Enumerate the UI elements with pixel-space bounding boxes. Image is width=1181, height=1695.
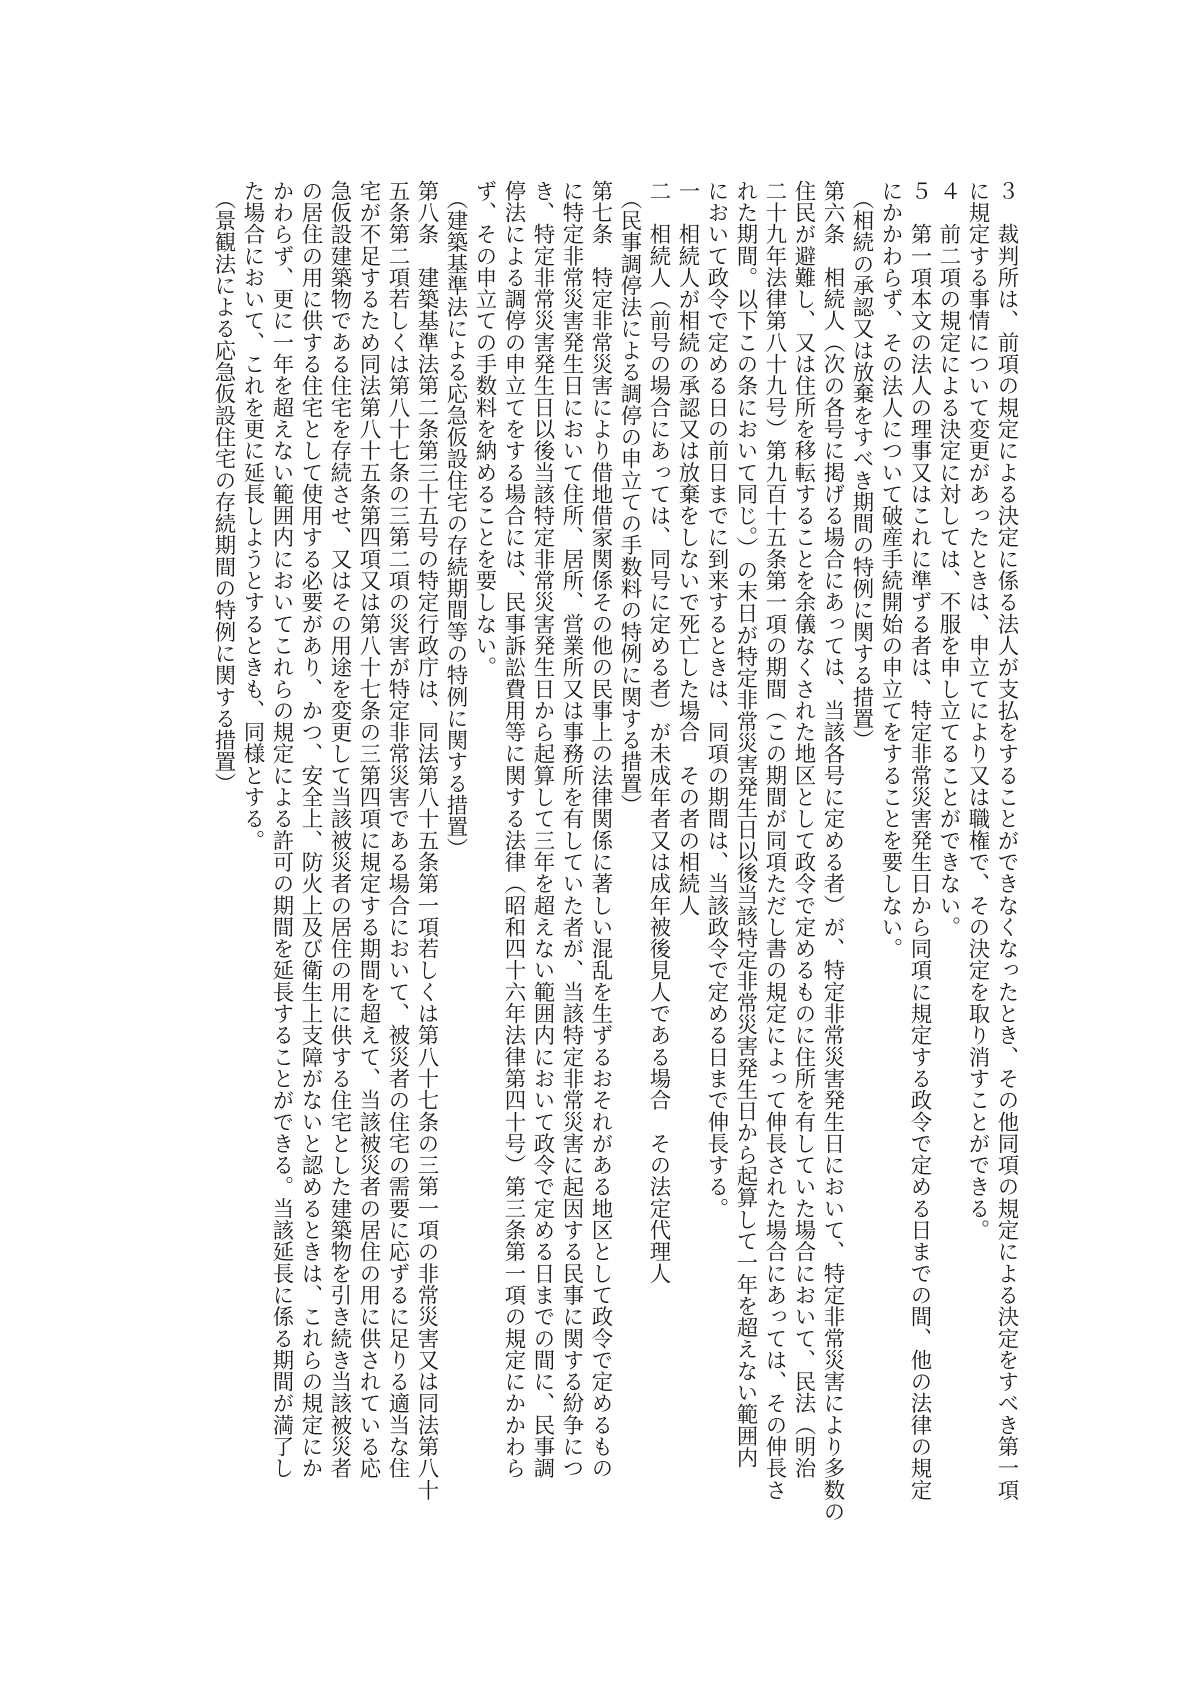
text-line: 第六条 相続人（次の各号に掲げる場合にあっては、当該各号に定める者）が、特定非常災害発生日において、特定非常災害により多数の [820, 180, 845, 1523]
text-line: 停法による調停の申立てをする場合には、民事訴訟費用等に関する法律（昭和四十六年法律第四十号）第三条第一項の規定にかかわら [501, 180, 526, 1479]
text-line: れた期間。以下この条において同じ。）の末日が特定非常災害発生日以後当該特定非常災害発生日から起算して一年を超えない範囲内 [733, 180, 758, 1469]
section-heading: （相続の承認又は放棄をすべき期間の特例に関する措置） [849, 188, 874, 751]
text-line: に規定する事情について変更があったときは、申立てにより又は職権で、その決定を取り消すことができる。 [965, 180, 990, 1241]
text-line: 第七条 特定非常災害により借地借家関係その他の民事上の法律関係に著しい混乱を生ずるおそれがある地区として政令で定めるもの [588, 180, 613, 1479]
text-line: ５ 第一項本文の法人の理事又はこれに準ずる者は、特定非常災害発生日から同項に規定する政令で定める日までの間、他の法律の規定 [907, 180, 932, 1501]
text-line: の居住の用に供する住宅として使用する必要があり、かつ、安全上、防火上及び衛生上支障がないと認めるときは、これらの規定にか [298, 180, 323, 1479]
text-line: かわらず、更に一年を超えない範囲内においてこれらの規定による許可の期間を延長することができる。当該延長に係る期間が満了し [269, 180, 294, 1479]
section-heading: （民事調停法による調停の申立ての手数料の特例に関する措置） [617, 188, 642, 816]
section-heading: （景観法による応急仮設住宅の存続期間の特例に関する措置） [211, 188, 236, 795]
text-line: ４ 前二項の規定による決定に対しては、不服を申し立てることができない。 [936, 180, 961, 938]
text-line: 二 相続人（前号の場合にあっては、同号に定める者）が未成年者又は成年被後見人である場合 その法定代理人 [646, 180, 671, 1285]
text-line: にかかわらず、その法人について破産手続開始の申立てをすることを要しない。 [878, 180, 903, 960]
text-line: 第八条 建築基準法第二条第三十五号の特定行政庁は、同法第八十五条第一項若しくは第八十七条の三第一項の非常災害又は同法第八十 [414, 180, 439, 1501]
text-line: 二十九年法律第八十九号）第九百十五条第一項の期間（この期間が同項ただし書の規定によって伸長された場合にあっては、その伸長さ [762, 180, 787, 1501]
text-line: に特定非常災害発生日において住所、居所、営業所又は事務所を有していた者が、当該特定非常災害に起因する民事に関する紛争につ [559, 180, 584, 1479]
text-line: 宅が不足するため同法第八十五条第四項又は第八十七条の三第四項に規定する期間を超えて、当該被災者の居住の用に供されている応 [356, 180, 381, 1479]
text-line: ず、その申立ての手数料を納めることを要しない。 [472, 180, 497, 678]
text-line: 住民が避難し、又は住所を移転することを余儀なくされた地区として政令で定めるものに住所を有していた場合において、民法（明治 [791, 180, 816, 1479]
section-heading: （建築基準法による応急仮設住宅の存続期間等の特例に関する措置） [443, 188, 468, 860]
text-line: において政令で定める日の前日までに到来するときは、同項の期間は、当該政令で定める日まで伸長する。 [704, 180, 729, 1220]
text-line: き、特定非常災害発生日以後当該特定非常災害発生日から起算して三年を超えない範囲内において政令で定める日までの間に、民事調 [530, 180, 555, 1479]
text-line: 急仮設建築物である住宅を存続させ、又はその用途を変更して当該被災者の居住の用に供する住宅とした建築物を引き続き当該被災者 [327, 180, 352, 1479]
text-line: た場合において、これを更に延長しようとするときも、同様とする。 [240, 180, 265, 852]
text-line: 五条第二項若しくは第八十七条の三第二項の災害が特定非常災害である場合において、被災者の住宅の需要に応ずるに足りる適当な住 [385, 180, 410, 1479]
text-line: 一 相続人が相続の承認又は放棄をしないで死亡した場合 その者の相続人 [675, 180, 700, 917]
text-line: ３ 裁判所は、前項の規定による決定に係る法人が支払をすることができなくなったとき、その他同項の規定による決定をすべき第一項 [994, 180, 1019, 1501]
vertical-text-body [141, 180, 1021, 1575]
